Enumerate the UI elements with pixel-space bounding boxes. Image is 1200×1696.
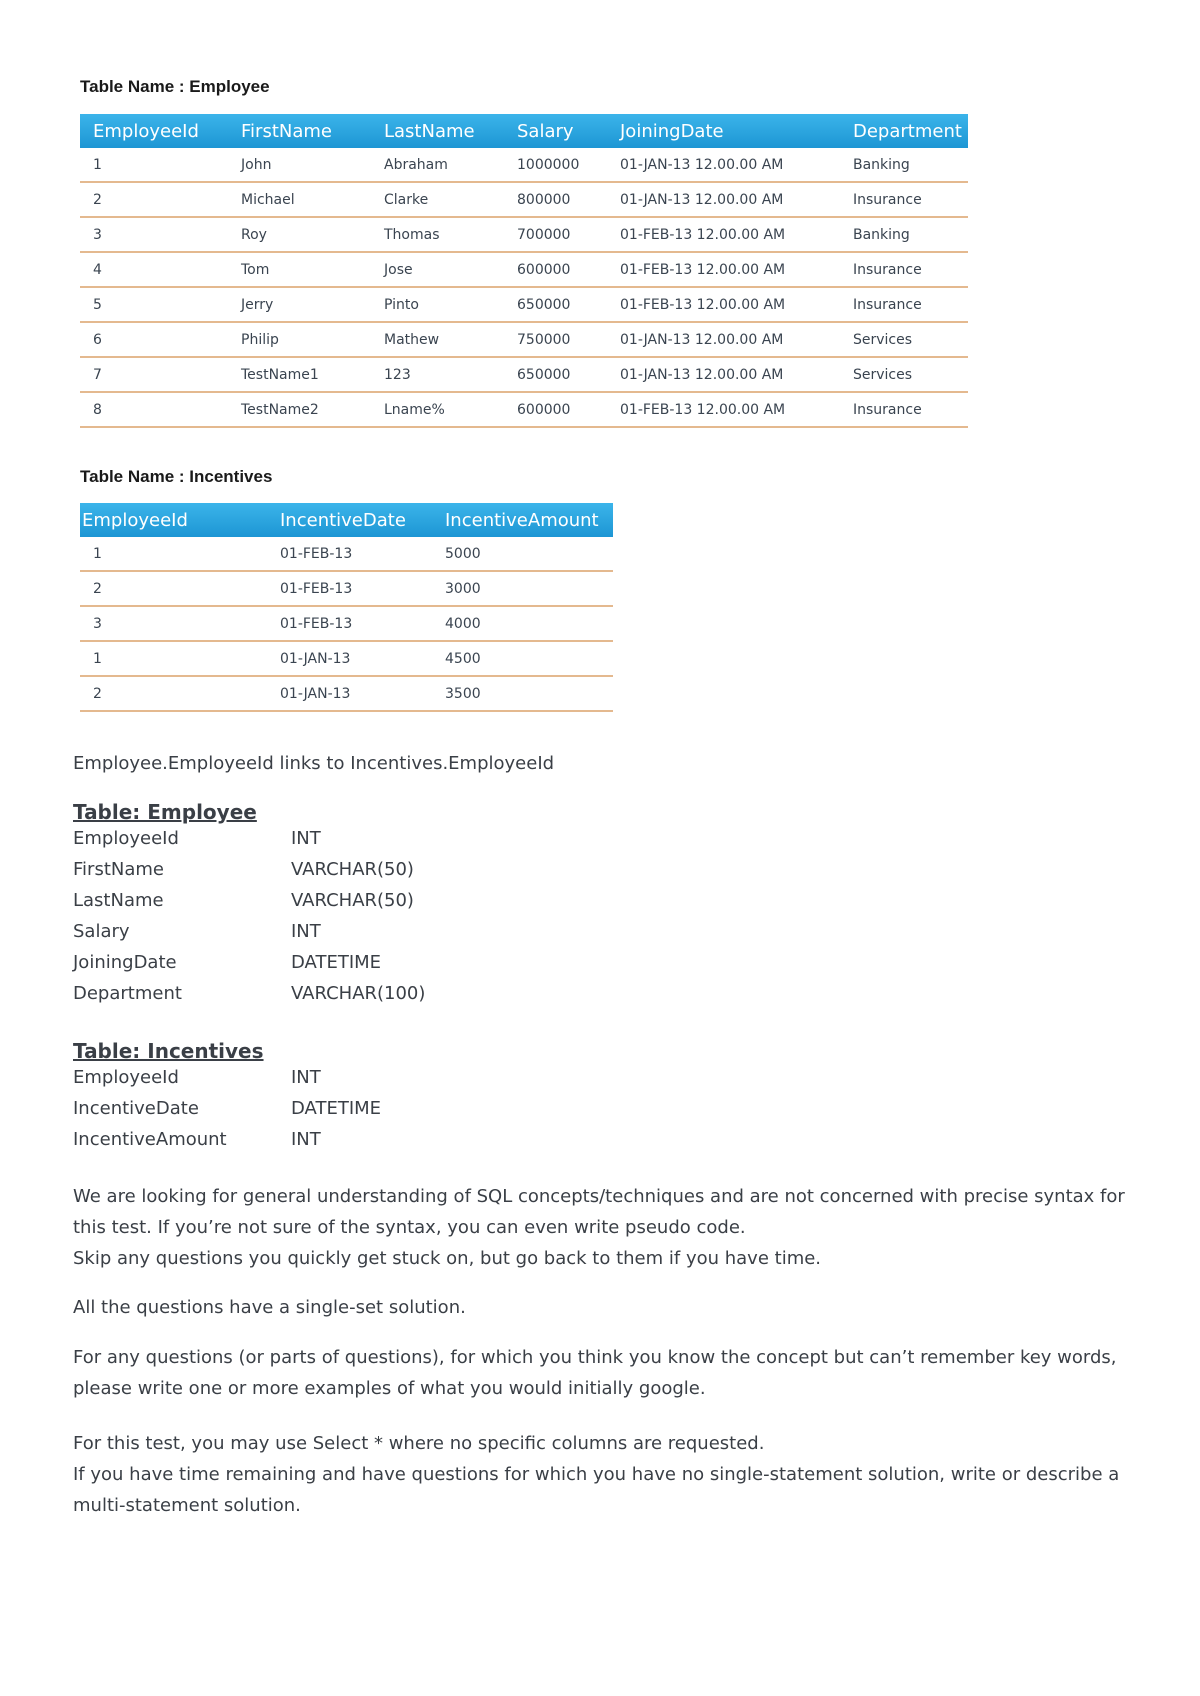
table-cell: Tom — [228, 252, 371, 287]
table-cell: 2 — [80, 571, 267, 606]
table-cell: 4500 — [432, 641, 613, 676]
instructions-text: Skip any questions you quickly get stuck on, but go back to them if you have time. — [73, 1248, 822, 1269]
employee-table-row — [80, 217, 968, 252]
table-cell: 01-FEB-13 12.00.00 AM — [607, 392, 840, 427]
schema-column-name: EmployeeId — [73, 1067, 179, 1088]
table-cell: 4000 — [432, 606, 613, 641]
schema-column-type: INT — [291, 1129, 321, 1150]
table-cell: Insurance — [840, 252, 968, 287]
employee-header-cell: Salary — [517, 120, 574, 142]
table-cell: Banking — [840, 217, 968, 252]
schema-column-name: FirstName — [73, 859, 164, 880]
instructions-text: For any questions (or parts of questions), for which you think you know the concept but can’t remember key words, please write one or more examples of what you would initially google. — [73, 1347, 1117, 1399]
schema-column-type: DATETIME — [291, 1098, 382, 1119]
table-cell: 6 — [80, 322, 228, 357]
table-cell: 01-JAN-13 12.00.00 AM — [607, 357, 840, 392]
table-cell: 1000000 — [504, 148, 607, 182]
table-cell: Thomas — [371, 217, 504, 252]
employee-table-caption: Table Name : Employee — [80, 77, 270, 96]
table-cell: Banking — [840, 148, 968, 182]
table-cell: Abraham — [371, 148, 504, 182]
employee-table-row — [80, 252, 968, 287]
table-cell: 650000 — [504, 357, 607, 392]
table-cell: 600000 — [504, 392, 607, 427]
schema-column-name: JoiningDate — [73, 952, 177, 973]
instructions-paragraph-2 — [73, 1292, 1143, 1323]
employee-header-cell: Department — [853, 120, 962, 142]
table-cell: 01-FEB-13 12.00.00 AM — [607, 287, 840, 322]
instructions-text: All the questions have a single-set solution. — [73, 1297, 466, 1318]
table-cell: 7 — [80, 357, 228, 392]
instructions-text: For this test, you may use Select * where no specific columns are requested. — [73, 1433, 765, 1454]
table-cell: Insurance — [840, 182, 968, 217]
table-cell: 01-JAN-13 12.00.00 AM — [607, 148, 840, 182]
employee-table-header-row — [80, 114, 968, 148]
table-cell: Insurance — [840, 287, 968, 322]
table-cell: 01-JAN-13 — [267, 641, 432, 676]
table-cell: 600000 — [504, 252, 607, 287]
table-cell: 01-FEB-13 — [267, 537, 432, 571]
incentives-header-cell: EmployeeId — [82, 509, 188, 531]
table-cell: 123 — [371, 357, 504, 392]
employee-header-cell: JoiningDate — [620, 120, 724, 142]
schema-column-name: Department — [73, 983, 182, 1004]
incentives-data-table — [80, 503, 613, 712]
incentives-table-row — [80, 606, 613, 641]
incentives-header-cell: IncentiveAmount — [445, 509, 599, 531]
instructions-paragraph-4 — [73, 1428, 1143, 1521]
table-cell: Pinto — [371, 287, 504, 322]
table-cell: Jose — [371, 252, 504, 287]
incentives-header-cell: IncentiveDate — [280, 509, 406, 531]
table-cell: 800000 — [504, 182, 607, 217]
table-cell: 5000 — [432, 537, 613, 571]
table-cell: 1 — [80, 641, 267, 676]
schema-column-type: INT — [291, 828, 321, 849]
table-cell: 01-FEB-13 — [267, 606, 432, 641]
schema-column-name: Salary — [73, 921, 130, 942]
table-cell: 01-FEB-13 12.00.00 AM — [607, 217, 840, 252]
schema-column-type: DATETIME — [291, 952, 382, 973]
table-cell: Michael — [228, 182, 371, 217]
table-cell: 01-FEB-13 12.00.00 AM — [607, 252, 840, 287]
incentives-table-row — [80, 641, 613, 676]
schema-column-type: INT — [291, 1067, 321, 1088]
employee-header-cell: FirstName — [241, 120, 332, 142]
link-note: Employee.EmployeeId links to Incentives.EmployeeId — [73, 753, 555, 774]
table-cell: 01-JAN-13 — [267, 676, 432, 711]
employee-table-row — [80, 357, 968, 392]
table-cell: 01-FEB-13 — [267, 571, 432, 606]
schema-column-name: LastName — [73, 890, 164, 911]
table-cell: Roy — [228, 217, 371, 252]
table-cell: 8 — [80, 392, 228, 427]
instructions-paragraph-1 — [73, 1181, 1143, 1274]
table-cell: 750000 — [504, 322, 607, 357]
incentives-table-row — [80, 537, 613, 571]
instructions-paragraph-3 — [73, 1342, 1143, 1404]
schema-column-type: VARCHAR(100) — [291, 983, 426, 1004]
employee-table-row — [80, 322, 968, 357]
employee-data-table — [80, 114, 968, 428]
table-cell: Services — [840, 322, 968, 357]
table-cell: 3000 — [432, 571, 613, 606]
schema-column-type: INT — [291, 921, 321, 942]
table-cell: Mathew — [371, 322, 504, 357]
employee-table-row — [80, 287, 968, 322]
incentives-table-row — [80, 676, 613, 711]
employee-table-row — [80, 148, 968, 182]
table-cell: 1 — [80, 148, 228, 182]
schema-column-type: VARCHAR(50) — [291, 890, 414, 911]
table-cell: Lname% — [371, 392, 504, 427]
employee-header-cell: LastName — [384, 120, 475, 142]
table-cell: 3 — [80, 606, 267, 641]
instructions-text: We are looking for general understanding of SQL concepts/techniques and are not concerned with precise syntax for this test. If you’re not sure of the syntax, you can even write pseudo code. — [73, 1186, 1125, 1238]
table-cell: 5 — [80, 287, 228, 322]
table-cell: 2 — [80, 676, 267, 711]
table-cell: 3 — [80, 217, 228, 252]
schema-column-name: IncentiveDate — [73, 1098, 199, 1119]
table-cell: John — [228, 148, 371, 182]
table-cell: 01-JAN-13 12.00.00 AM — [607, 182, 840, 217]
schema-column-type: VARCHAR(50) — [291, 859, 414, 880]
table-cell: Services — [840, 357, 968, 392]
table-cell: 650000 — [504, 287, 607, 322]
schema-column-name: EmployeeId — [73, 828, 179, 849]
table-cell: 1 — [80, 537, 267, 571]
incentives-table-caption: Table Name : Incentives — [80, 467, 273, 486]
schema-employee-title: Table: Employee — [73, 800, 257, 824]
instructions-text: If you have time remaining and have questions for which you have no single-statement solution, write or describe a multi-statement solution. — [73, 1464, 1120, 1516]
table-cell: Jerry — [228, 287, 371, 322]
employee-header-cell: EmployeeId — [93, 120, 199, 142]
employee-table-row — [80, 182, 968, 217]
employee-table-row — [80, 392, 968, 427]
table-cell: Insurance — [840, 392, 968, 427]
schema-column-name: IncentiveAmount — [73, 1129, 227, 1150]
table-cell: 2 — [80, 182, 228, 217]
table-cell: 4 — [80, 252, 228, 287]
table-cell: 3500 — [432, 676, 613, 711]
table-cell: 01-JAN-13 12.00.00 AM — [607, 322, 840, 357]
table-cell: 700000 — [504, 217, 607, 252]
table-cell: TestName1 — [228, 357, 371, 392]
table-cell: Clarke — [371, 182, 504, 217]
schema-incentives-title: Table: Incentives — [73, 1039, 264, 1063]
table-cell: Philip — [228, 322, 371, 357]
table-cell: TestName2 — [228, 392, 371, 427]
incentives-table-row — [80, 571, 613, 606]
incentives-table-header-row — [80, 503, 613, 537]
